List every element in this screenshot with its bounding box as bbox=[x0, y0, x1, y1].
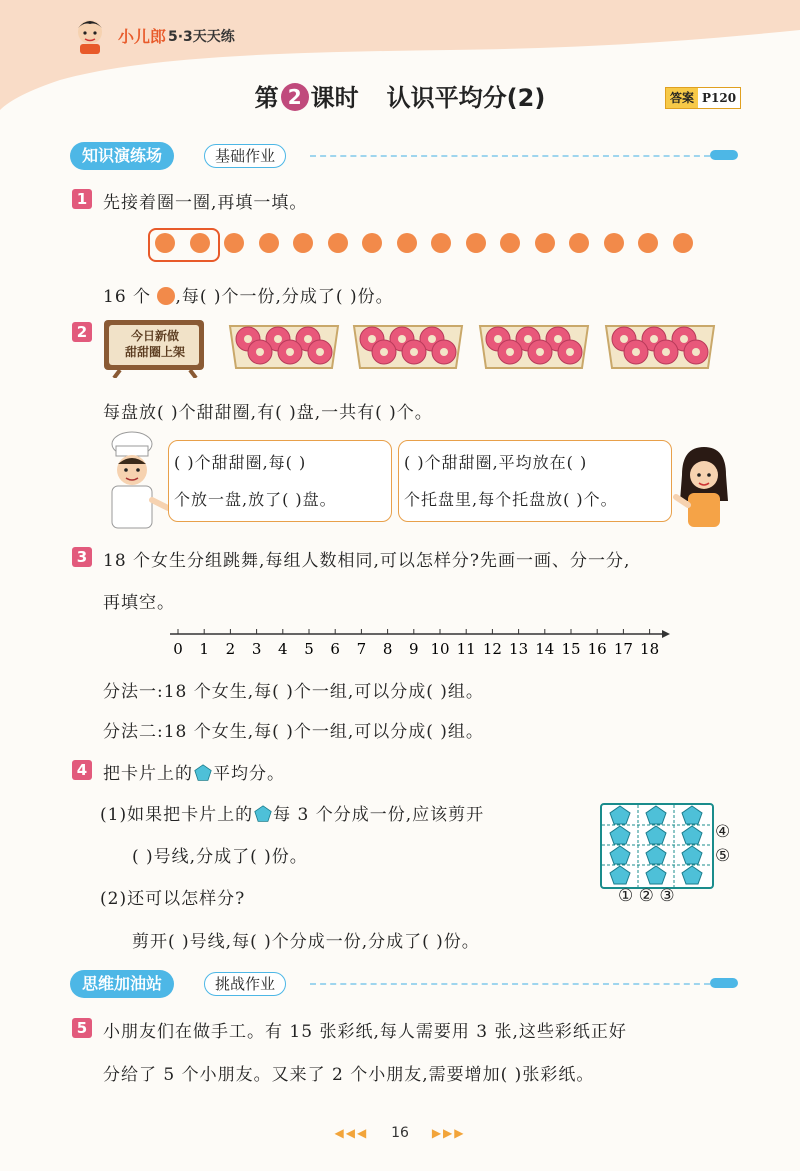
tick-label: 10 bbox=[430, 640, 450, 658]
cut-line-label-3: ③ bbox=[659, 886, 675, 906]
sign-line-1: 今日新做 bbox=[130, 329, 179, 343]
title-main: 认识平均分(2) bbox=[386, 84, 546, 112]
girl-icon bbox=[672, 445, 736, 529]
gem-grid bbox=[602, 805, 712, 887]
q5-line-1: 小朋友们在做手工。有 15 张彩纸,每人需要用 3 张,这些彩纸正好 bbox=[103, 1022, 627, 1042]
q3-method-2[interactable]: 分法二:18 个女生,每( )个一组,可以分成( )组。 bbox=[103, 722, 484, 742]
pentagon-gem-icon bbox=[610, 826, 630, 844]
q1-line-b[interactable]: ,每( )个一份,分成了( )份。 bbox=[175, 287, 394, 307]
q3-method-1[interactable]: 分法一:18 个女生,每( )个一组,可以分成( )组。 bbox=[103, 682, 484, 702]
bubble-left-line-2[interactable]: 个放一盘,放了( )盘。 bbox=[174, 490, 337, 509]
title-prefix: 第 bbox=[254, 84, 279, 112]
tick-label: 0 bbox=[173, 640, 183, 658]
q2-line[interactable]: 每盘放( )个甜甜圈,有( )盘,一共有( )个。 bbox=[103, 403, 433, 423]
tick-label: 8 bbox=[382, 640, 393, 658]
cut-line-label-5: ⑤ bbox=[715, 846, 731, 866]
section-pill: 知识演练场 bbox=[70, 142, 174, 170]
tick-label: 12 bbox=[482, 640, 502, 658]
title-suffix: 课时 bbox=[310, 84, 359, 112]
q4-prompt-a: 把卡片上的 bbox=[103, 764, 193, 784]
section-challenge bbox=[70, 970, 740, 998]
q1-line-a: 16 个 bbox=[103, 287, 152, 307]
donut-tray bbox=[604, 322, 716, 372]
tick-label: 13 bbox=[509, 640, 529, 658]
tick-label: 15 bbox=[561, 640, 581, 658]
tick-label: 1 bbox=[199, 640, 209, 658]
orange-dot bbox=[328, 233, 348, 253]
orange-dot bbox=[535, 233, 555, 253]
sign-line-2: 甜甜圈上架 bbox=[124, 345, 185, 359]
page-number: 16 bbox=[391, 1125, 409, 1141]
orange-dot bbox=[500, 233, 520, 253]
donut-tray bbox=[228, 322, 340, 372]
orange-dot bbox=[638, 233, 658, 253]
right-arrows-icon: ▶▶▶ bbox=[431, 1126, 466, 1140]
pencil-icon bbox=[710, 978, 738, 988]
q4-sub2-line[interactable]: 剪开( )号线,每( )个分成一份,分成了( )份。 bbox=[132, 932, 480, 952]
lesson-number: 2 bbox=[281, 83, 309, 111]
divider bbox=[310, 983, 710, 985]
orange-dot bbox=[190, 233, 210, 253]
card-labels-bottom bbox=[618, 886, 675, 906]
question-number: 5 bbox=[72, 1018, 92, 1038]
cut-line-label-1: ① bbox=[618, 886, 634, 906]
brand-subtitle: 5·3天天练 bbox=[168, 29, 235, 45]
question-number: 1 bbox=[72, 189, 92, 209]
pentagon-gem-icon bbox=[610, 866, 630, 884]
pentagon-gem-icon bbox=[610, 846, 630, 864]
pencil-icon bbox=[710, 150, 738, 160]
q4-sub1-line2[interactable]: ( )号线,分成了( )份。 bbox=[132, 847, 308, 867]
tick-label: 5 bbox=[304, 640, 314, 658]
number-line bbox=[170, 626, 670, 666]
question-number: 2 bbox=[72, 322, 92, 342]
left-arrows-icon: ◀◀◀ bbox=[334, 1126, 369, 1140]
pentagon-gem-icon bbox=[253, 805, 273, 823]
tick-label: 6 bbox=[330, 640, 340, 658]
q4-prompt bbox=[103, 759, 285, 784]
tick-label: 9 bbox=[409, 640, 419, 658]
bubble-right-line-2[interactable]: 个托盘里,每个托盘放( )个。 bbox=[404, 490, 618, 509]
chef-icon bbox=[96, 430, 172, 530]
donut-tray bbox=[478, 322, 590, 372]
pentagon-gem-icon bbox=[646, 826, 666, 844]
orange-dot bbox=[673, 233, 693, 253]
answer-label: 答案 bbox=[666, 88, 698, 108]
q5-line-2[interactable]: 分给了 5 个小朋友。又来了 2 个小朋友,需要增加( )张彩纸。 bbox=[103, 1065, 595, 1085]
q1-answer-line bbox=[103, 282, 394, 307]
boy-mascot-icon bbox=[70, 14, 110, 54]
pentagon-gem-icon bbox=[682, 866, 702, 884]
pentagon-gem-icon bbox=[682, 846, 702, 864]
orange-dot bbox=[431, 233, 451, 253]
tick-label: 17 bbox=[613, 640, 633, 658]
gem-card bbox=[600, 803, 714, 889]
pentagon-gem-icon bbox=[682, 806, 702, 824]
pentagon-gem-icon bbox=[610, 806, 630, 824]
tick-label: 18 bbox=[640, 640, 660, 658]
orange-dot bbox=[155, 233, 175, 253]
divider bbox=[310, 155, 710, 157]
answer-page: P120 bbox=[702, 91, 737, 105]
orange-dot bbox=[604, 233, 624, 253]
q4-sub2: (2)还可以怎样分? bbox=[100, 889, 246, 909]
section-sub: 挑战作业 bbox=[204, 972, 286, 996]
cut-line-label-4: ④ bbox=[715, 822, 731, 842]
orange-dot bbox=[569, 233, 589, 253]
orange-dot bbox=[293, 233, 313, 253]
sign-text bbox=[112, 328, 198, 360]
tick-label: 4 bbox=[278, 640, 288, 658]
q4-sub1 bbox=[100, 800, 484, 825]
pentagon-gem-icon bbox=[193, 764, 213, 782]
q1-prompt: 先接着圈一圈,再填一填。 bbox=[103, 193, 308, 213]
bubble-right-line-1[interactable]: ( )个甜甜圈,平均放在( ) bbox=[404, 453, 588, 472]
card-labels-right bbox=[715, 820, 730, 868]
q3-prompt-2: 再填空。 bbox=[103, 593, 175, 613]
orange-dot bbox=[466, 233, 486, 253]
brand-name: 小儿郎 bbox=[118, 27, 167, 46]
tick-label: 2 bbox=[225, 640, 236, 658]
tick-label: 11 bbox=[456, 640, 476, 658]
orange-dot bbox=[224, 233, 244, 253]
orange-dot bbox=[259, 233, 279, 253]
pentagon-gem-icon bbox=[646, 866, 666, 884]
tick-label: 16 bbox=[587, 640, 607, 658]
tick-label: 3 bbox=[251, 640, 262, 658]
q4-prompt-b: 平均分。 bbox=[213, 764, 285, 784]
tick-label: 14 bbox=[535, 640, 555, 658]
donut-tray bbox=[352, 322, 464, 372]
orange-dot-icon bbox=[157, 287, 175, 305]
section-pill: 思维加油站 bbox=[70, 970, 174, 998]
question-number: 4 bbox=[72, 760, 92, 780]
bubble-left-line-1[interactable]: ( )个甜甜圈,每( ) bbox=[174, 453, 307, 472]
orange-dot bbox=[362, 233, 382, 253]
answer-tag bbox=[665, 87, 741, 109]
question-number: 3 bbox=[72, 547, 92, 567]
page-footer bbox=[0, 1125, 800, 1141]
q4-sub1-a: (1)如果把卡片上的 bbox=[100, 805, 254, 825]
section-sub: 基础作业 bbox=[204, 144, 286, 168]
tick-label: 7 bbox=[356, 640, 367, 658]
section-basic bbox=[70, 142, 740, 170]
q4-sub1-b: 每 3 个分成一份,应该剪开 bbox=[273, 805, 485, 825]
orange-dot bbox=[397, 233, 417, 253]
q3-prompt-1: 18 个女生分组跳舞,每组人数相同,可以怎样分?先画一画、分一分, bbox=[103, 551, 631, 571]
cut-line-label-2: ② bbox=[638, 886, 654, 906]
pentagon-gem-icon bbox=[646, 806, 666, 824]
pentagon-gem-icon bbox=[646, 846, 666, 864]
pentagon-gem-icon bbox=[682, 826, 702, 844]
